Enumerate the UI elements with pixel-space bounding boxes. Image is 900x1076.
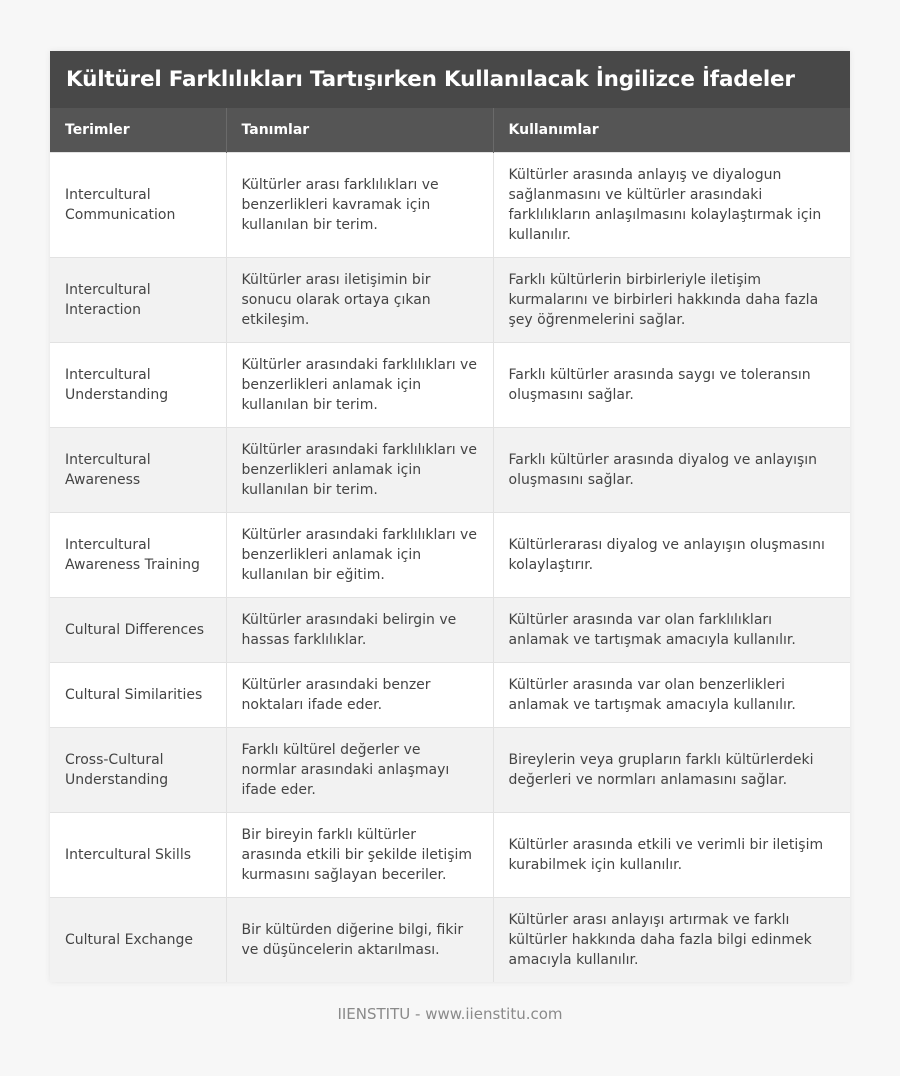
term-cell: Intercultural Awareness bbox=[50, 427, 226, 512]
definition-cell: Bir kültürden diğerine bilgi, fikir ve düşüncelerin aktarılması. bbox=[226, 897, 493, 982]
table-header-row bbox=[50, 108, 850, 152]
column-header-terms: Terimler bbox=[50, 108, 226, 152]
usage-cell: Farklı kültürler arasında diyalog ve anlayışın oluşmasını sağlar. bbox=[493, 427, 850, 512]
usage-cell: Kültürlerarası diyalog ve anlayışın oluşmasını kolaylaştırır. bbox=[493, 512, 850, 597]
definition-cell: Bir bireyin farklı kültürler arasında etkili bir şekilde iletişim kurmasını sağlayan beceriler. bbox=[226, 812, 493, 897]
footer-credit: IIENSTITU - www.iienstitu.com bbox=[337, 1005, 563, 1023]
term-cell: Intercultural Understanding bbox=[50, 342, 226, 427]
table-row bbox=[50, 427, 850, 512]
usage-cell: Kültürler arasında var olan farklılıkları anlamak ve tartışmak amacıyla kullanılır. bbox=[493, 597, 850, 662]
column-header-definitions: Tanımlar bbox=[226, 108, 493, 152]
term-cell: Intercultural Communication bbox=[50, 152, 226, 257]
usage-cell: Farklı kültürler arasında saygı ve toleransın oluşmasını sağlar. bbox=[493, 342, 850, 427]
definition-cell: Kültürler arasındaki farklılıkları ve benzerlikleri anlamak için kullanılan bir terim. bbox=[226, 427, 493, 512]
table-row bbox=[50, 662, 850, 727]
table-row bbox=[50, 342, 850, 427]
table-row bbox=[50, 597, 850, 662]
terms-table-card bbox=[50, 51, 850, 982]
term-cell: Cultural Exchange bbox=[50, 897, 226, 982]
term-cell: Intercultural Awareness Training bbox=[50, 512, 226, 597]
table-row bbox=[50, 257, 850, 342]
term-cell: Cross-Cultural Understanding bbox=[50, 727, 226, 812]
definition-cell: Kültürler arasındaki farklılıkları ve benzerlikleri anlamak için kullanılan bir eğitim. bbox=[226, 512, 493, 597]
usage-cell: Farklı kültürlerin birbirleriyle iletişim kurmalarını ve birbirleri hakkında daha fazla şey öğrenmelerini sağlar. bbox=[493, 257, 850, 342]
usage-cell: Kültürler arasında anlayış ve diyalogun sağlanmasını ve kültürler arasındaki farklılıkların anlaşılmasını kolaylaştırmak için kullanılır. bbox=[493, 152, 850, 257]
definition-cell: Kültürler arasındaki belirgin ve hassas farklılıklar. bbox=[226, 597, 493, 662]
definition-cell: Kültürler arası iletişimin bir sonucu olarak ortaya çıkan etkileşim. bbox=[226, 257, 493, 342]
table-row bbox=[50, 727, 850, 812]
title-bar bbox=[50, 51, 850, 108]
table-row bbox=[50, 897, 850, 982]
usage-cell: Kültürler arasında var olan benzerlikleri anlamak ve tartışmak amacıyla kullanılır. bbox=[493, 662, 850, 727]
term-cell: Intercultural Skills bbox=[50, 812, 226, 897]
column-header-usages: Kullanımlar bbox=[508, 121, 599, 138]
definition-cell: Farklı kültürel değerler ve normlar arasındaki anlaşmayı ifade eder. bbox=[226, 727, 493, 812]
usage-cell: Kültürler arası anlayışı artırmak ve farklı kültürler hakkında daha fazla bilgi edinmek amacıyla kullanılır. bbox=[493, 897, 850, 982]
table-row bbox=[50, 812, 850, 897]
definition-cell: Kültürler arasındaki benzer noktaları ifade eder. bbox=[226, 662, 493, 727]
term-cell: Cultural Similarities bbox=[50, 662, 226, 727]
term-cell: Cultural Differences bbox=[50, 597, 226, 662]
usage-cell: Bireylerin veya grupların farklı kültürlerdeki değerleri ve normları anlamasını sağlar. bbox=[493, 727, 850, 812]
definition-cell: Kültürler arasındaki farklılıkları ve benzerlikleri anlamak için kullanılan bir terim. bbox=[226, 342, 493, 427]
terms-table bbox=[50, 108, 850, 982]
table-row bbox=[50, 512, 850, 597]
table-row bbox=[50, 152, 850, 257]
term-cell: Intercultural Interaction bbox=[50, 257, 226, 342]
definition-cell: Kültürler arası farklılıkları ve benzerlikleri kavramak için kullanılan bir terim. bbox=[226, 152, 493, 257]
page-title: Kültürel Farklılıkları Tartışırken Kullanılacak İngilizce İfadeler bbox=[66, 67, 795, 92]
usage-cell: Kültürler arasında etkili ve verimli bir iletişim kurabilmek için kullanılır. bbox=[493, 812, 850, 897]
